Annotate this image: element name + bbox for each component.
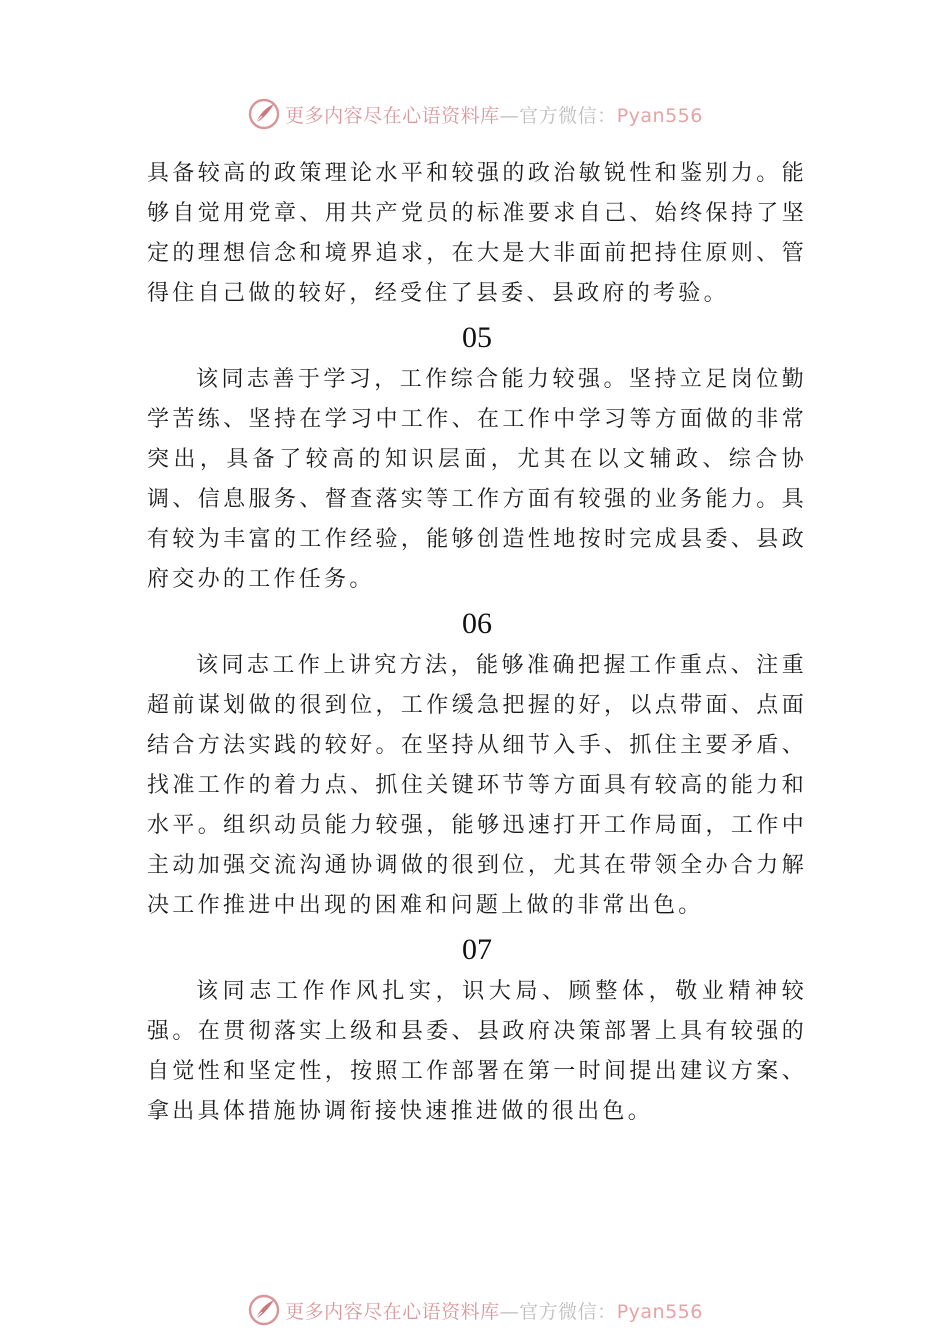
- footer-banner: [0, 1290, 950, 1330]
- paragraph-continued: 具备较高的政策理论水平和较强的政治敏锐性和鉴别力。能够自觉用党章、用共产党员的标准要求自己、始终保持了坚定的理想信念和境界追求，在大是大非面前把持住原则、管得住自己做的较好，经受住了县委、县政府的考验。: [147, 161, 807, 306]
- banner-wechat-id: Pyan556: [616, 1300, 703, 1323]
- banner-separator: —官方微信：: [499, 1300, 617, 1323]
- banner-brand: 更多内容尽在心语资料库: [285, 1300, 500, 1323]
- quill-logo-icon: [247, 97, 281, 131]
- paragraph-05: 该同志善于学习，工作综合能力较强。坚持立足岗位勤学苦练、坚持在学习中工作、在工作中学习等方面做的非常突出，具备了较高的知识层面，尤其在以文辅政、综合协调、信息服务、督查落实等工作方面有较强的业务能力。具有较为丰富的工作经验，能够创造性地按时完成县委、县政府交办的工作任务。: [147, 367, 807, 592]
- section-number-05: 05: [462, 321, 492, 354]
- banner-separator: —官方微信：: [499, 104, 617, 127]
- quill-logo-icon: [247, 1293, 281, 1327]
- section-number-07: 07: [462, 933, 492, 966]
- paragraph-07: 该同志工作作风扎实，识大局、顾整体，敬业精神较强。在贯彻落实上级和县委、县政府决策部署上具有较强的自觉性和坚定性，按照工作部署在第一时间提出建议方案、拿出具体措施协调衔接快速推进做的很出色。: [147, 979, 807, 1124]
- banner-wechat-id: Pyan556: [616, 104, 703, 127]
- document-body: [147, 154, 807, 1132]
- paragraph-06: 该同志工作上讲究方法，能够准确把握工作重点、注重超前谋划做的很到位，工作缓急把握的好，以点带面、点面结合方法实践的较好。在坚持从细节入手、抓住主要矛盾、 找准工作的着力点、抓住关键环节等方面具有较高的能力和水平。组织动员能力较强，能够迅速打开工作局面，工作中主动加强交流沟通协调做的很到位，尤其在带领全办合力解决工作推进中出现的困难和问题上做的非常出色。: [147, 653, 807, 918]
- banner-text: [285, 101, 703, 128]
- banner-text: [285, 1297, 703, 1324]
- header-banner: [0, 94, 950, 134]
- section-number-06: 06: [462, 607, 492, 640]
- banner-brand: 更多内容尽在心语资料库: [285, 104, 500, 127]
